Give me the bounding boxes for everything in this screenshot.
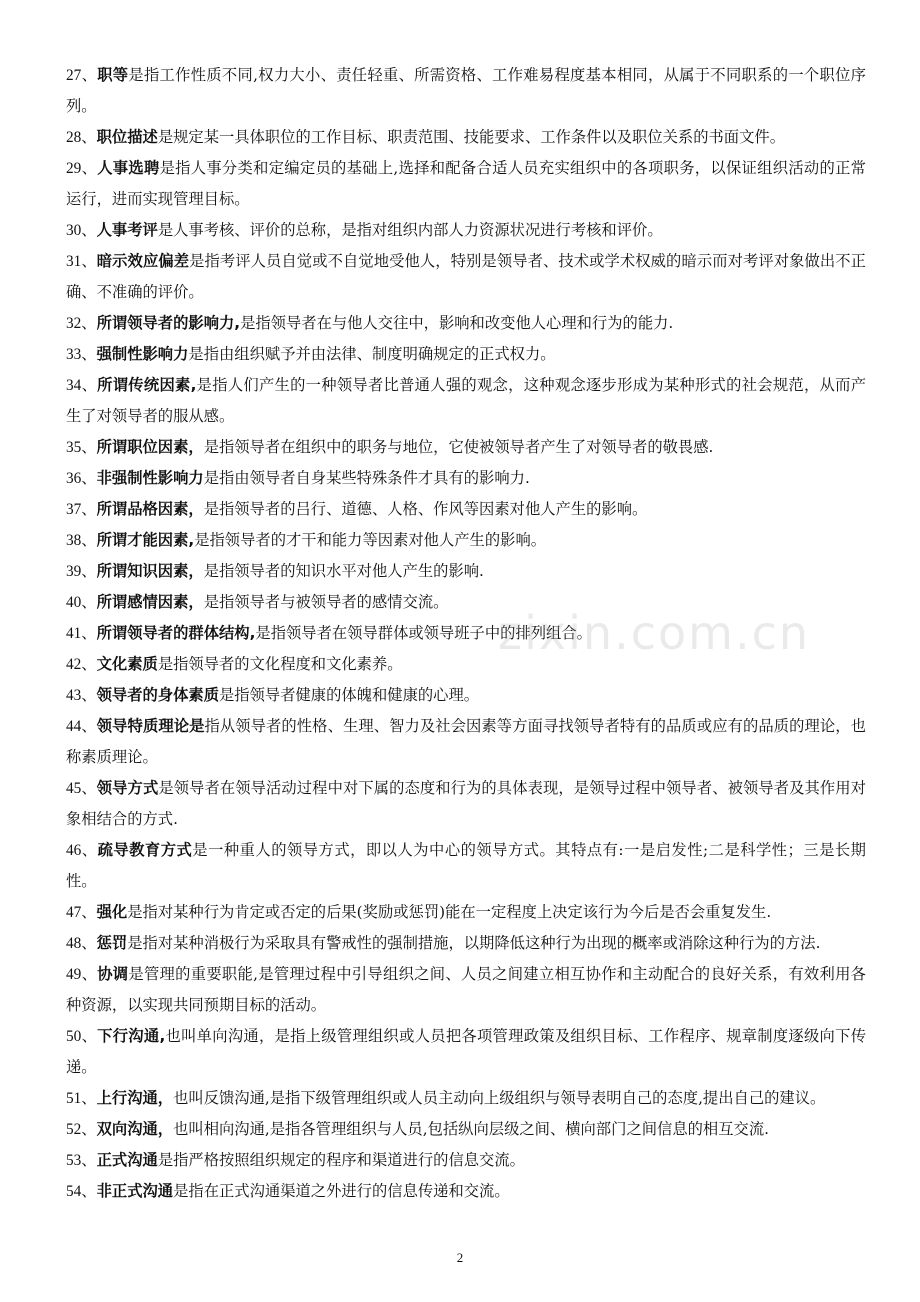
- entry-number: 41、: [66, 625, 97, 642]
- definition-entry: [66, 215, 866, 246]
- entry-definition: 是指对某种行为肯定或否定的后果(奖励或惩罚)能在一定程度上决定该行为今后是否会重复发生.: [127, 903, 772, 921]
- entry-number: 39、: [66, 563, 97, 580]
- entry-definition: 也叫相向沟通,是指各管理组织与人员,包括纵向层级之间、横向部门之间信息的相互交流.: [173, 1120, 769, 1138]
- definition-entry: [66, 618, 866, 649]
- definition-entry: [66, 556, 866, 587]
- entry-number: 52、: [66, 1121, 97, 1138]
- entry-term: 人事选聘: [97, 159, 160, 177]
- definition-entry: [66, 928, 866, 959]
- entry-number: 32、: [66, 315, 97, 332]
- entry-definition: 也叫反馈沟通,是指下级管理组织或人员主动向上级组织与领导表明自己的态度,提出自己的建议。: [173, 1089, 826, 1107]
- entry-term: 上行沟通，: [96, 1089, 174, 1107]
- definition-entry: [66, 835, 866, 897]
- entry-definition: 是指领导者健康的体魄和健康的心理。: [219, 686, 480, 704]
- entry-term: 正式沟通: [96, 1151, 158, 1169]
- entry-definition: 是指领导者与被领导者的感情交流。: [203, 593, 449, 611]
- definition-entry: [66, 649, 866, 680]
- entry-term: 下行沟通,: [97, 1027, 166, 1045]
- entry-term: 所谓才能因素,: [96, 531, 195, 549]
- definition-entry: [66, 897, 866, 928]
- definition-entry: [66, 1114, 866, 1145]
- entry-number: 45、: [66, 780, 97, 797]
- entry-definition: 是指对某种消极行为采取具有警戒性的强制措施，以期降低这种行为出现的概率或消除这种行为的方法.: [127, 934, 821, 952]
- definition-entry: [66, 773, 866, 835]
- definition-entry: [66, 525, 866, 556]
- entry-number: 46、: [66, 842, 98, 859]
- entry-term: 非正式沟通: [96, 1182, 174, 1200]
- entry-term: 所谓知识因素，: [96, 562, 204, 580]
- entry-number: 50、: [66, 1028, 98, 1045]
- entry-term: 非强制性影响力: [96, 469, 204, 487]
- entry-number: 53、: [66, 1152, 97, 1169]
- entry-number: 38、: [66, 532, 97, 549]
- entry-number: 33、: [66, 346, 97, 363]
- entry-number: 35、: [66, 439, 97, 456]
- definition-entry: [66, 959, 866, 1021]
- entry-number: 40、: [66, 594, 97, 611]
- definition-entry: [66, 587, 866, 618]
- definition-entry: [66, 1145, 866, 1176]
- definition-entry: [66, 711, 866, 773]
- definition-entry: [66, 122, 866, 153]
- entry-definition: 是指在正式沟通渠道之外进行的信息传递和交流。: [173, 1182, 510, 1200]
- entry-number: 54、: [66, 1183, 97, 1200]
- entry-definition: 是指严格按照组织规定的程序和渠道进行的信息交流。: [157, 1151, 525, 1169]
- document-body: [66, 60, 866, 1207]
- definition-entry: [66, 246, 866, 308]
- entry-definition: 是指由领导者自身某些特殊条件才具有的影响力.: [203, 469, 530, 487]
- entry-definition: 是指领导者的文化程度和文化素养。: [157, 655, 403, 673]
- entry-term: 文化素质: [96, 655, 158, 673]
- definition-entry: [66, 308, 866, 339]
- entry-term: 人事考评: [96, 221, 158, 239]
- entry-definition: 是指领导者在领导群体或领导班子中的排列组合。: [255, 624, 592, 642]
- definition-entry: [66, 339, 866, 370]
- entry-number: 34、: [66, 377, 98, 394]
- entry-term: 协调: [97, 965, 129, 983]
- entry-number: 43、: [66, 687, 97, 704]
- entry-number: 42、: [66, 656, 97, 673]
- entry-definition: 是指领导者的吕行、道德、人格、作风等因素对他人产生的影响。: [203, 500, 648, 518]
- entry-definition: 是领导者在领导活动过程中对下属的态度和行为的具体表现，是领导过程中领导者、被领导者及其作用对象相结合的方式.: [66, 779, 866, 828]
- definition-entry: [66, 1021, 866, 1083]
- entry-definition: 是一种重人的领导方式，即以人为中心的领导方式。其特点有:一是启发性;二是科学性；三是长期性。: [66, 841, 866, 890]
- entry-definition: 是规定某一具体职位的工作目标、职责范围、技能要求、工作条件以及职位关系的书面文件。: [157, 128, 785, 146]
- page-number: 2: [456, 1250, 464, 1265]
- entry-number: 29、: [66, 160, 98, 177]
- definition-entry: [66, 463, 866, 494]
- entry-definition: 是指领导者的才干和能力等因素对他人产生的影响。: [194, 531, 547, 549]
- entry-term: 所谓领导者的影响力,: [96, 314, 241, 332]
- entry-term: 领导方式: [96, 779, 159, 797]
- entry-number: 51、: [66, 1090, 97, 1107]
- entry-term: 所谓领导者的群体结构,: [96, 624, 256, 642]
- entry-term: 双向沟通，: [96, 1120, 174, 1138]
- entry-definition: 指从领导者的性格、生理、智力及社会因素等方面寻找领导者特有的品质或应有的品质的理论，也称素质理论。: [66, 717, 866, 766]
- definition-entry: [66, 1176, 866, 1207]
- definition-entry: [66, 494, 866, 525]
- entry-definition: 也叫单向沟通，是指上级管理组织或人员把各项管理政策及组织目标、工作程序、规章制度逐级向下传递。: [66, 1027, 866, 1076]
- entry-term: 职等: [97, 66, 129, 84]
- entry-number: 47、: [66, 904, 97, 921]
- definition-entry: [66, 1083, 866, 1114]
- watermark: zixin.com.cn: [498, 606, 811, 660]
- entry-number: 48、: [66, 935, 97, 952]
- definition-entry: [66, 153, 866, 215]
- entry-number: 30、: [66, 222, 97, 239]
- entry-number: 27、: [66, 67, 98, 84]
- entry-definition: 是人事考核、评价的总称，是指对组织内部人力资源状况进行考核和评价。: [157, 221, 663, 239]
- entry-definition: 是指人们产生的一种领导者比普通人强的观念，这种观念逐步形成为某种形式的社会规范，从而产生了对领导者的服从感。: [66, 376, 866, 425]
- entry-number: 28、: [66, 129, 97, 146]
- entry-term: 强化: [96, 903, 128, 921]
- entry-definition: 是指工作性质不同,权力大小、责任轻重、所需资格、工作难易程度基本相同，从属于不同职系的一个职位序列。: [66, 66, 866, 115]
- entry-definition: 是指领导者的知识水平对他人产生的影响.: [203, 562, 484, 580]
- entry-number: 49、: [66, 966, 98, 983]
- entry-term: 疏导教育方式: [97, 841, 193, 859]
- entry-term: 所谓职位因素，: [96, 438, 204, 456]
- entry-number: 36、: [66, 470, 97, 487]
- definition-entry: [66, 60, 866, 122]
- entry-term: 所谓品格因素，: [96, 500, 204, 518]
- definition-entry: [66, 680, 866, 711]
- entry-number: 31、: [66, 253, 97, 270]
- definition-entry: [66, 370, 866, 432]
- entry-definition: 是指人事分类和定编定员的基础上,选择和配备合适人员充实组织中的各项职务，以保证组织活动的正常运行，进而实现管理目标。: [66, 159, 866, 208]
- entry-term: 所谓传统因素,: [97, 376, 197, 394]
- entry-definition: 是指领导者在组织中的职务与地位，它使被领导者产生了对领导者的敬畏感.: [203, 438, 714, 456]
- entry-term: 领导特质理论是: [96, 717, 205, 735]
- entry-term: 所谓感情因素，: [96, 593, 204, 611]
- entry-term: 暗示效应偏差: [96, 252, 190, 270]
- entry-definition: 是指考评人员自觉或不自觉地受他人，特别是领导者、技术或学术权威的暗示而对考评对象做出不正确、不准确的评价。: [66, 252, 866, 301]
- entry-number: 37、: [66, 501, 97, 518]
- entry-definition: 是指由组织赋予并由法律、制度明确规定的正式权力。: [188, 345, 556, 363]
- entry-term: 领导者的身体素质: [96, 686, 219, 704]
- definition-entry: [66, 432, 866, 463]
- entry-term: 职位描述: [96, 128, 158, 146]
- entry-definition: 是管理的重要职能,是管理过程中引导组织之间、人员之间建立相互协作和主动配合的良好关系，有效利用各种资源，以实现共同预期目标的活动。: [66, 965, 866, 1014]
- entry-term: 强制性影响力: [96, 345, 189, 363]
- entry-definition: 是指领导者在与他人交往中，影响和改变他人心理和行为的能力.: [240, 314, 674, 332]
- entry-number: 44、: [66, 718, 97, 735]
- entry-term: 惩罚: [96, 934, 128, 952]
